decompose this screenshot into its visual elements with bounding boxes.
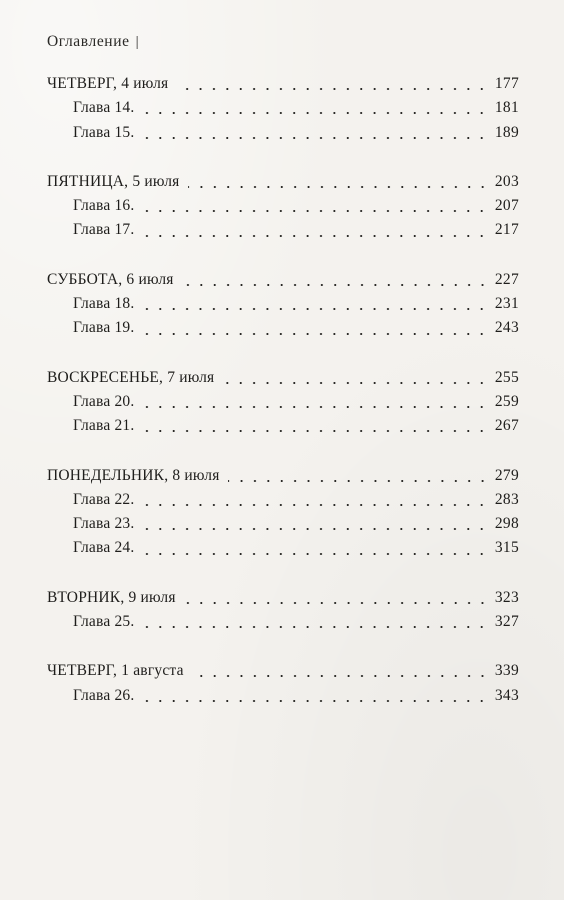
- toc-chapter-entry-title: Глава 20.: [73, 392, 135, 410]
- toc-day-entry-page-number: 339: [494, 662, 519, 680]
- toc-day-entry[interactable]: [47, 464, 519, 488]
- toc-chapter-entry-page-number: 207: [494, 197, 519, 215]
- running-header-title: Оглавление: [47, 33, 130, 50]
- toc-section: [47, 464, 519, 561]
- toc-chapter-entry[interactable]: [47, 536, 519, 560]
- dot-leader: [142, 553, 488, 555]
- toc-chapter-entry-title: Глава 19.: [73, 319, 135, 337]
- toc-day-entry-title: ПОНЕДЕЛЬНИК, 8 июля: [47, 466, 220, 484]
- toc-chapter-entry-title: Глава 22.: [73, 490, 135, 508]
- dot-leader: [142, 308, 488, 310]
- toc-chapter-entry-page-number: 181: [494, 99, 519, 117]
- toc-section: [47, 72, 519, 145]
- toc-day-entry-page-number: 177: [494, 75, 519, 92]
- table-of-contents: [47, 72, 519, 733]
- toc-chapter-entry[interactable]: [47, 512, 519, 536]
- toc-section: [47, 268, 519, 341]
- toc-day-entry[interactable]: [47, 659, 519, 683]
- toc-section: [47, 586, 519, 635]
- toc-chapter-entry[interactable]: [47, 414, 519, 438]
- toc-chapter-entry-page-number: 217: [494, 221, 519, 239]
- dot-leader: [184, 602, 489, 604]
- toc-chapter-entry-page-number: 327: [494, 613, 519, 631]
- toc-day-entry[interactable]: [47, 170, 519, 194]
- toc-chapter-entry-title: Глава 21.: [73, 417, 135, 435]
- toc-chapter-entry[interactable]: [47, 390, 519, 414]
- toc-day-entry-page-number: 227: [494, 270, 519, 288]
- dot-leader: [142, 333, 488, 335]
- toc-section: [47, 366, 519, 439]
- toc-day-entry[interactable]: [47, 72, 519, 96]
- toc-chapter-entry[interactable]: [47, 292, 519, 316]
- toc-day-entry-page-number: 255: [494, 368, 519, 386]
- toc-chapter-entry[interactable]: [47, 96, 519, 120]
- toc-chapter-entry-page-number: 315: [494, 539, 519, 557]
- dot-leader: [222, 382, 488, 384]
- dot-leader: [142, 137, 488, 139]
- toc-chapter-entry-page-number: 283: [494, 490, 519, 508]
- toc-chapter-entry-page-number: 189: [494, 123, 519, 141]
- toc-chapter-entry-page-number: 343: [494, 686, 519, 704]
- toc-chapter-entry-title: Глава 26.: [73, 686, 135, 704]
- toc-day-entry-page-number: 203: [494, 172, 519, 190]
- toc-chapter-entry-page-number: 231: [494, 295, 519, 313]
- toc-chapter-entry[interactable]: [47, 488, 519, 512]
- dot-leader: [142, 430, 488, 432]
- toc-chapter-entry[interactable]: [47, 316, 519, 340]
- toc-chapter-entry-title: Глава 17.: [73, 221, 135, 239]
- toc-day-entry-title: ПЯТНИЦА, 5 июля: [47, 172, 180, 190]
- toc-chapter-entry[interactable]: [47, 194, 519, 218]
- toc-section: [47, 659, 519, 708]
- toc-chapter-entry-title: Глава 24.: [73, 539, 135, 557]
- dot-leader: [142, 406, 488, 408]
- toc-chapter-entry-page-number: 243: [494, 319, 519, 337]
- running-header: [47, 33, 139, 51]
- toc-section: [47, 170, 519, 243]
- toc-day-entry-title: ЧЕТВЕРГ, 4 июля: [47, 75, 169, 92]
- toc-chapter-entry[interactable]: [47, 121, 519, 145]
- toc-chapter-entry-title: Глава 25.: [73, 613, 135, 631]
- toc-chapter-entry[interactable]: [47, 610, 519, 634]
- dot-leader: [142, 504, 488, 506]
- dot-leader: [228, 480, 489, 482]
- toc-day-entry[interactable]: [47, 268, 519, 292]
- toc-chapter-entry-title: Глава 15.: [73, 123, 135, 141]
- toc-chapter-entry[interactable]: [47, 684, 519, 708]
- dot-leader: [142, 112, 488, 114]
- toc-day-entry-title: СУББОТА, 6 июля: [47, 270, 174, 288]
- toc-day-entry[interactable]: [47, 366, 519, 390]
- toc-chapter-entry-page-number: 298: [494, 515, 519, 533]
- toc-day-entry[interactable]: [47, 586, 519, 610]
- toc-chapter-entry-title: Глава 16.: [73, 197, 135, 215]
- toc-day-entry-page-number: 323: [494, 588, 519, 606]
- dot-leader: [142, 210, 488, 212]
- toc-chapter-entry-page-number: 267: [494, 417, 519, 435]
- dot-leader: [142, 528, 488, 530]
- dot-leader: [176, 88, 488, 90]
- dot-leader: [182, 284, 489, 286]
- toc-day-entry-title: ВТОРНИК, 9 июля: [47, 588, 176, 606]
- toc-chapter-entry-page-number: 259: [494, 392, 519, 410]
- dot-leader: [142, 235, 488, 237]
- dot-leader: [192, 675, 489, 677]
- toc-chapter-entry-title: Глава 18.: [73, 295, 135, 313]
- dot-leader: [142, 700, 488, 702]
- dot-leader: [188, 186, 489, 188]
- toc-chapter-entry-title: Глава 14.: [73, 99, 135, 117]
- toc-chapter-entry-title: Глава 23.: [73, 515, 135, 533]
- toc-day-entry-page-number: 279: [494, 466, 519, 484]
- dot-leader: [142, 626, 488, 628]
- toc-day-entry-title: ВОСКРЕСЕНЬЕ, 7 июля: [47, 368, 215, 386]
- toc-day-entry-title: ЧЕТВЕРГ, 1 августа: [47, 662, 184, 680]
- toc-chapter-entry[interactable]: [47, 218, 519, 242]
- running-header-separator: |: [135, 34, 140, 50]
